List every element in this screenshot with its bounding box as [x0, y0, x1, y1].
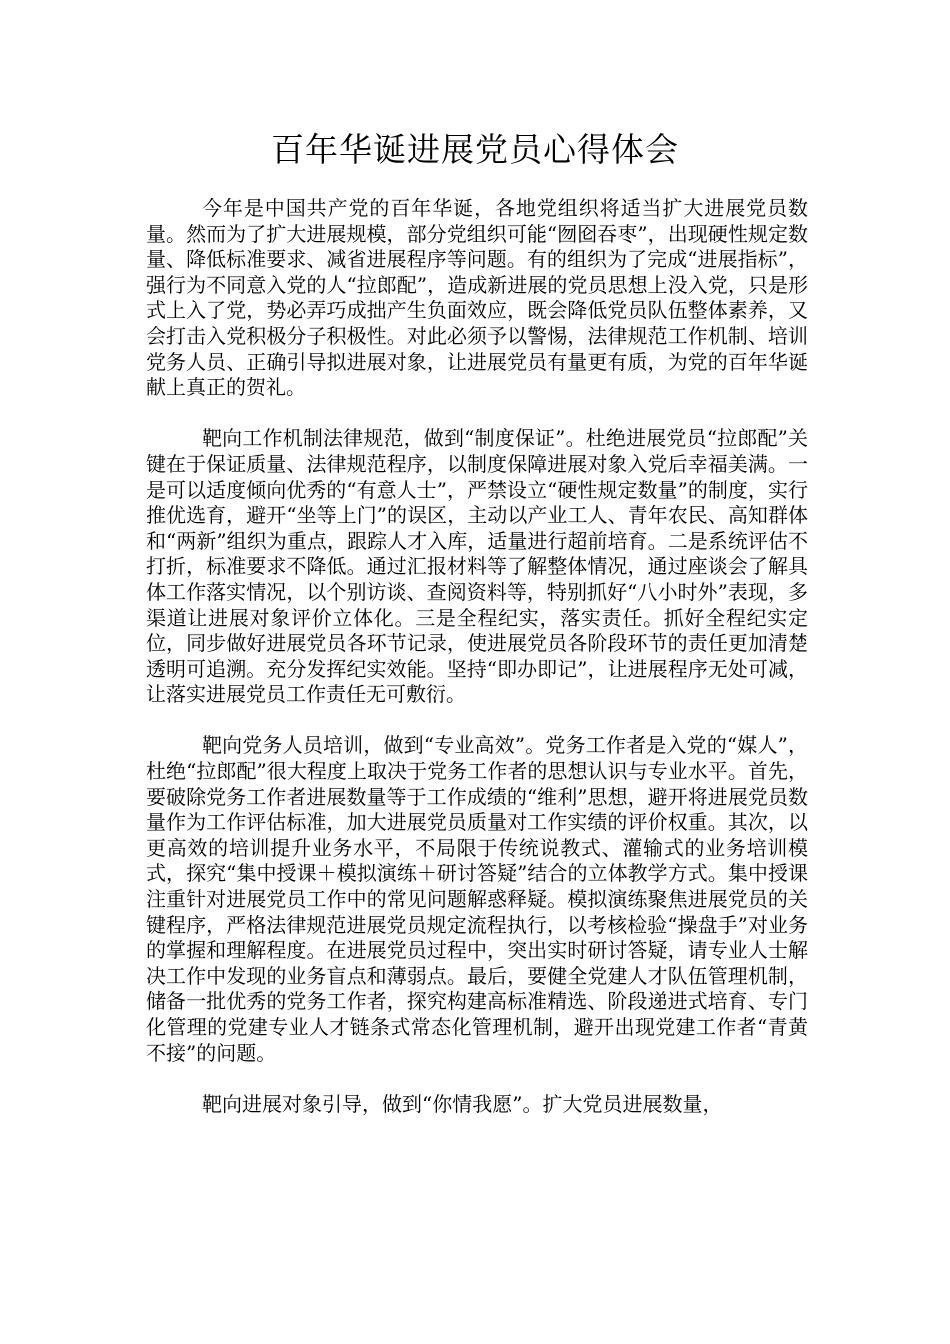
paragraph-intro: 今年是中国共产党的百年华诞，各地党组织将适当扩大进展党员数量。然而为了扩大进展规模，部分党组织可能“囫囵吞枣”，出现硬性规定数量、降低标准要求、减省进展程序等问题。有的组织为了完成“进展指标”，强行为不同意入党的人“拉郎配”，造成新进展的党员思想上没入党，只是形式上入了党，势必弄巧成拙产生负面效应，既会降低党员队伍整体素养，又会打击入党积极分子积极性。对此必须予以警惕，法律规范工作机制、培训党务人员、正确引导拟进展对象，让进展党员有量更有质，为党的百年华诞献上真正的贺礼。	[146, 196, 808, 400]
document-body	[146, 196, 808, 1143]
paragraph-staff-training: 靶向党务人员培训，做到“专业高效”。党务工作者是入党的“媒人”，杜绝“拉郎配”很大程度上取决于党务工作者的思想认识与专业水平。首先，要破除党务工作者进展数量等于工作成绩的“维利”思想，避开将进展党员数量作为工作评估标准，加大进展党员质量对工作实绩的评价权重。其次，以更高效的培训提升业务水平，不局限于传统说教式、灌输式的业务培训模式，探究“集中授课＋模拟演练＋研讨答疑”结合的立体教学方式。集中授课注重针对进展党员工作中的常见问题解惑释疑。模拟演练聚焦进展党员的关键程序，严格法律规范进展党员规定流程执行，以考核检验“操盘手”对业务的掌握和理解程度。在进展党员过程中，突出实时研讨答疑，请专业人士解决工作中发现的业务盲点和薄弱点。最后，要健全党建人才队伍管理机制，储备一批优秀的党务工作者，探究构建高标准精选、阶段递进式培育、专门化管理的党建专业人才链条式常态化管理机制，避开出现党建工作者“青黄不接”的问题。	[146, 733, 808, 1065]
paragraph-candidate-guidance: 靶向进展对象引导，做到“你情我愿”。扩大党员进展数量，	[202, 1091, 723, 1116]
document-title: 百年华诞进展党员心得体会	[271, 130, 679, 169]
paragraph-work-mechanism: 靶向工作机制法律规范，做到“制度保证”。杜绝进展党员“拉郎配”关键在于保证质量、法律规范程序，以制度保障进展对象入党后幸福美满。一是可以适度倾向优秀的“有意人士”，严禁设立“硬性规定数量”的制度，实行推优选育，避开“坐等上门”的误区，主动以产业工人、青年农民、高知群体和“两新”组织为重点，跟踪人才入库，适量进行超前培育。二是系统评估不打折，标准要求不降低。通过汇报材料等了解整体情况，通过座谈会了解具体工作落实情况，以个别访谈、查阅资料等，特别抓好“八小时外”表现，多渠道让进展对象评价立体化。三是全程纪实，落实责任。抓好全程纪实定位，同步做好进展党员各环节记录，使进展党员各阶段环节的责任更加清楚透明可追溯。充分发挥纪实效能。坚持“即办即记”，让进展程序无处可减，让落实进展党员工作责任无可敷衍。	[146, 426, 808, 707]
